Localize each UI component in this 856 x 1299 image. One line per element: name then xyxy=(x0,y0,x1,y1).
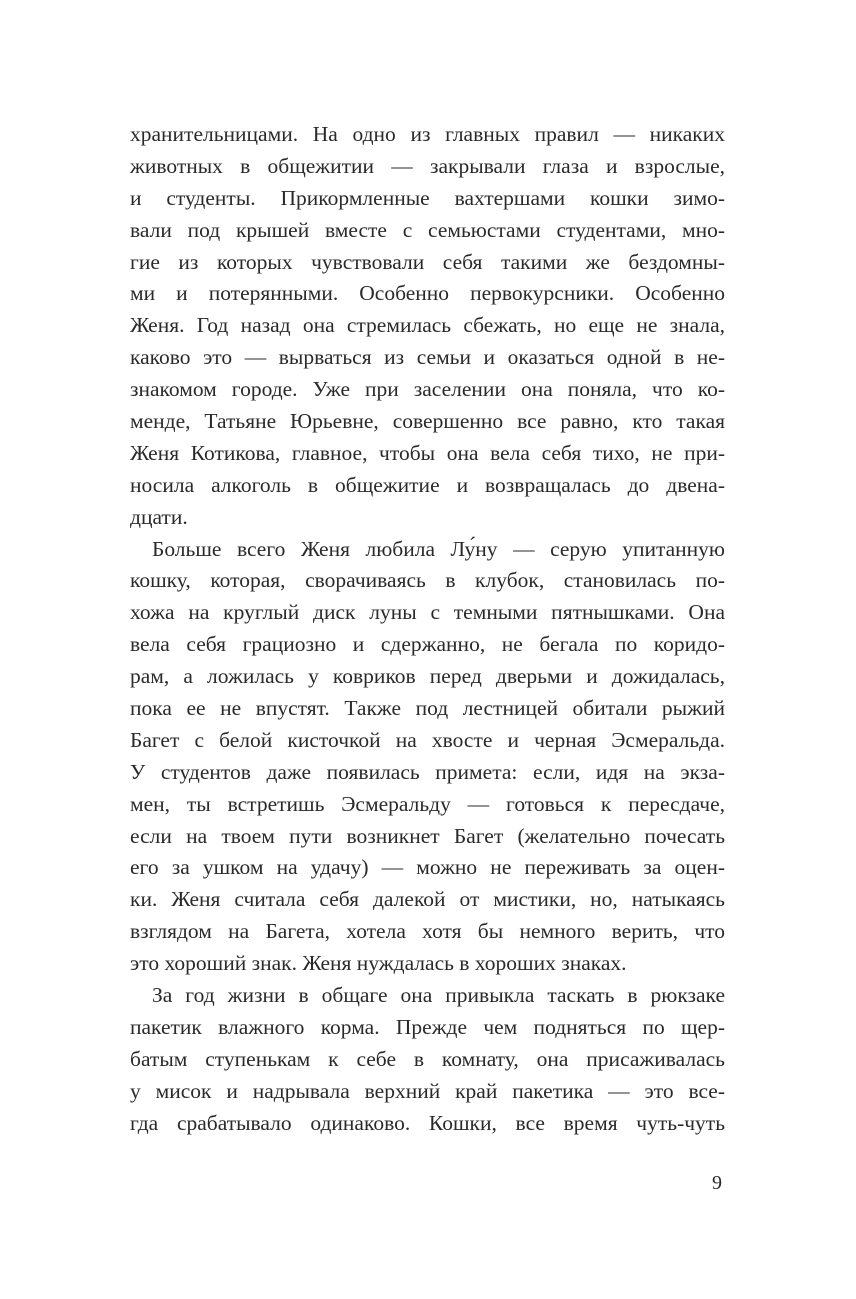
text-line: За год жизни в общаге она привыкла таскать в рюкзаке xyxy=(152,983,725,1008)
text-line: его за ушком на удачу) — можно не переживать за оцен- xyxy=(130,855,725,880)
text-line: животных в общежитии — закрывали глаза и взрослые, xyxy=(130,153,725,178)
text-line: каково это — вырваться из семьи и оказаться одной в не- xyxy=(130,345,725,370)
text-line: знакомом городе. Уже при заселении она поняла, что ко- xyxy=(130,377,725,402)
text-line: кошку, которая, сворачиваясь в клубок, становилась по- xyxy=(130,568,725,593)
paragraph xyxy=(130,119,725,534)
text-block xyxy=(130,119,725,1140)
text-line: пакетик влажного корма. Прежде чем подняться по щер- xyxy=(130,1014,725,1039)
text-line: гие из которых чувствовали себя такими же бездомны- xyxy=(130,249,725,274)
text-line: и студенты. Прикормленные вахтершами кошки зимо- xyxy=(130,185,725,210)
paragraph xyxy=(130,534,725,980)
text-line: взглядом на Багета, хотела хотя бы немного верить, что xyxy=(130,919,725,944)
text-line: Багет с белой кисточкой на хвосте и черная Эсмеральда. xyxy=(130,727,725,752)
text-line: Женя. Год назад она стремилась сбежать, но еще не знала, xyxy=(130,313,725,338)
text-line: хожа на круглый диск луны с темными пятнышками. Она xyxy=(130,600,725,625)
text-line: Больше всего Женя любила Лу́ну — серую упитанную xyxy=(152,536,725,561)
text-line: у мисок и надрывала верхний край пакетика — это все- xyxy=(130,1078,725,1103)
text-line: ки. Женя считала себя далекой от мистики, но, натыкаясь xyxy=(130,887,725,912)
text-line: дцати. xyxy=(130,504,188,529)
text-line: Женя Котикова, главное, чтобы она вела себя тихо, не при- xyxy=(130,440,725,465)
text-line: батым ступенькам к себе в комнату, она присаживалась xyxy=(130,1046,725,1071)
text-line: вела себя грациозно и сдержанно, не бегала по коридо- xyxy=(130,632,725,657)
text-line: рам, а ложилась у ковриков перед дверьми и дожидалась, xyxy=(130,664,725,689)
text-line: менде, Татьяне Юрьевне, совершенно все равно, кто такая xyxy=(130,409,725,434)
paragraph xyxy=(130,980,725,1139)
text-line: вали под крышей вместе с семьюстами студентами, мно- xyxy=(130,217,725,242)
text-line: мен, ты встретишь Эсмеральду — готовься к пересдаче, xyxy=(130,791,725,816)
text-line: пока ее не впустят. Также под лестницей обитали рыжий xyxy=(130,696,725,721)
text-line: хранительницами. На одно из главных правил — никаких xyxy=(130,122,725,146)
text-line: ми и потерянными. Особенно первокурсники. Особенно xyxy=(130,281,725,306)
text-line: носила алкоголь в общежитие и возвращалась до двена- xyxy=(130,472,725,497)
text-line: У студентов даже появилась примета: если, идя на экза- xyxy=(130,759,725,784)
page-number: 9 xyxy=(712,1172,722,1194)
text-line: гда срабатывало одинаково. Кошки, все время чуть-чуть xyxy=(130,1110,725,1135)
text-line: если на твоем пути возникнет Багет (желательно почесать xyxy=(130,823,725,848)
text-line: это хороший знак. Женя нуждалась в хороших знаках. xyxy=(130,951,627,976)
